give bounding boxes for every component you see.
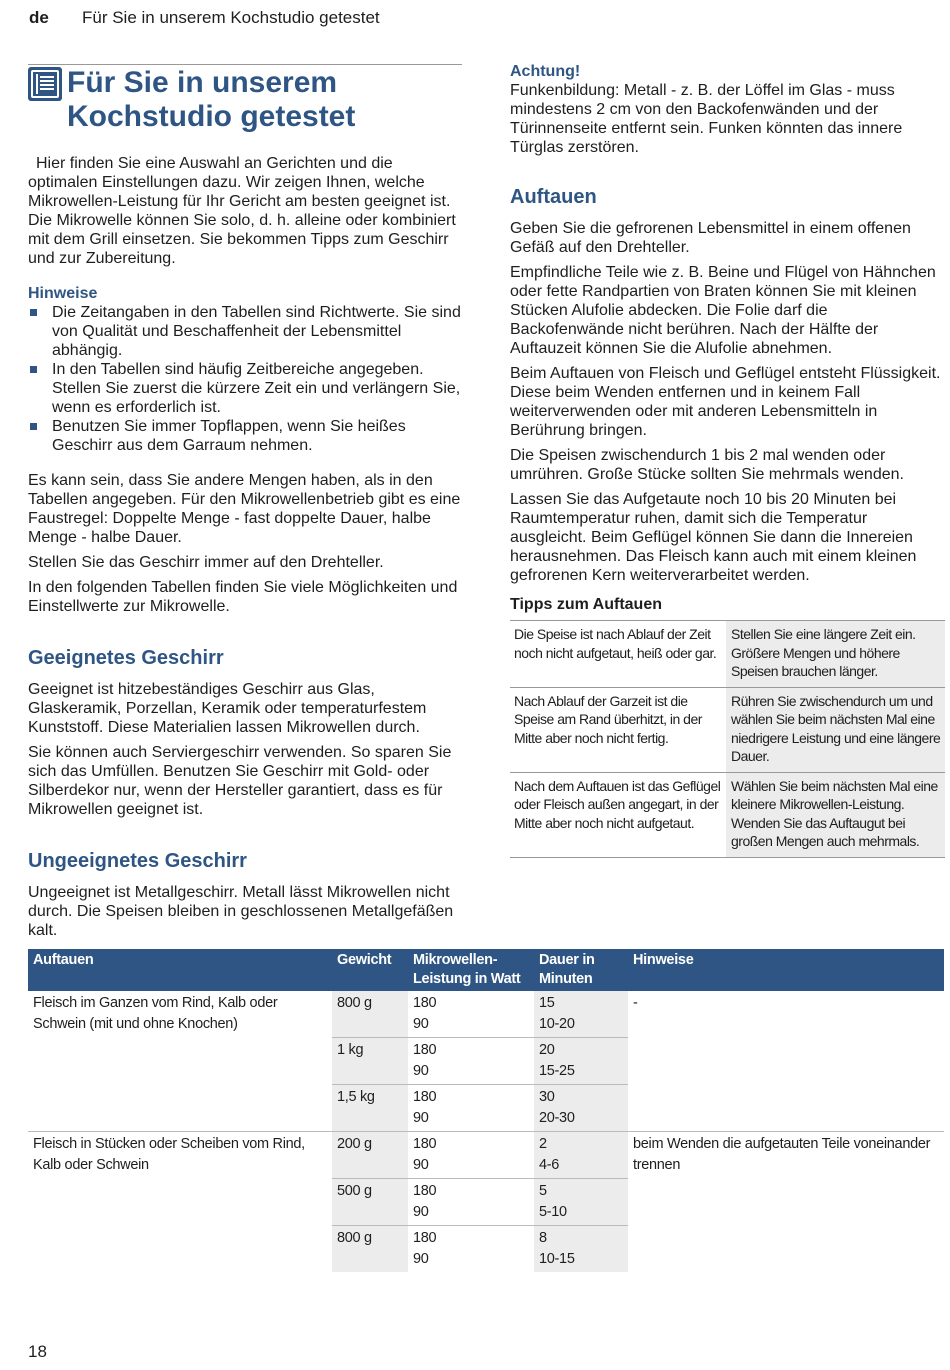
right-column [510, 62, 945, 858]
auftauen-paragraph-5: Lassen Sie das Aufgetaute noch 10 bis 20 Minuten bei Raumtemperatur ruhen, damit sich die Temperatur ausgleicht. Beim Geflügel können Sie dann die Innereien herausnehmen. Das Fleisch kann auch mit einem kleinen gefrorenen Kern weiterverarbeitet werden. [510, 491, 917, 584]
auftauen-paragraph-3: Beim Auftauen von Fleisch und Geflügel entsteht Flüssigkeit. Diese beim Wenden entfernen und in keinem Fall weiterverwenden oder mit anderen Lebensmitteln in Berührung bringen. [510, 365, 941, 439]
page-title-line-1: Für Sie in unserem [67, 66, 338, 99]
auftauen-paragraph-1: Geben Sie die gefrorenen Lebensmittel in einem offenen Gefäß auf den Drehteller. [510, 220, 911, 256]
food-cell: Fleisch im Ganzen vom Rind, Kalb oder Schwein (mit und ohne Knochen) [28, 991, 332, 1132]
auftauen-paragraph-2: Empfindliche Teile wie z. B. Beine und Flügel von Hähnchen oder fette Randpartien von Braten können Sie mit kleinen Stücken Alufolie abdecken. Die Folie darf die Backofenwände nicht berühren. Nach der Hälfte der Auftauzeit können Sie die Alufolie abnehmen. [510, 264, 936, 357]
auftauen-paragraph-4: Die Speisen zwischendurch 1 bis 2 mal wenden oder umrühren. Große Stücke sollten Sie mehrmals wenden. [510, 447, 904, 483]
left-column [28, 154, 462, 946]
bullet-square-icon [30, 366, 37, 373]
duration-cell: 20 15-25 [534, 1038, 628, 1085]
tips-solution: Stellen Sie eine längere Zeit ein. Größere Mengen und höhere Speisen brauchen länger. [726, 621, 945, 688]
hinweise-list [28, 303, 462, 455]
header-language: de [29, 8, 49, 27]
weight-cell: 1,5 kg [332, 1085, 408, 1132]
power-cell: 180 90 [408, 1179, 534, 1226]
header-title: Für Sie in unserem Kochstudio getestet [82, 8, 380, 27]
page-title [67, 66, 355, 134]
table-row [28, 991, 944, 1038]
duration-cell: 8 10-15 [534, 1226, 628, 1273]
power-cell: 180 90 [408, 1085, 534, 1132]
weight-cell: 200 g [332, 1132, 408, 1179]
quantity-paragraph: Es kann sein, dass Sie andere Mengen haben, als in den Tabellen angegeben. Für den Mikrowellenbetrieb gibt es eine Faustregel: Doppelte Menge - fast doppelte Dauer, halbe Menge - halbe Dauer. [28, 472, 461, 546]
bullet-square-icon [30, 423, 37, 430]
column-header-weight: Gewicht [332, 949, 408, 991]
title-divider [28, 64, 462, 65]
power-cell: 180 90 [413, 1230, 437, 1267]
column-header-food: Auftauen [28, 949, 332, 991]
ungeeignet-heading: Ungeeignetes Geschirr [28, 850, 247, 872]
turntable-paragraph: Stellen Sie das Geschirr immer auf den Drehteller. [28, 554, 384, 571]
duration-cell: 15 10-20 [534, 991, 628, 1038]
column-header-duration: Dauer in Minuten [534, 949, 628, 991]
tables-paragraph: In den folgenden Tabellen finden Sie viele Möglichkeiten und Einstellwerte zur Mikrowelle. [28, 579, 458, 615]
column-header-notes: Hinweise [628, 949, 944, 991]
food-cell: Fleisch in Stücken oder Scheiben vom Rind, Kalb oder Schwein [33, 1136, 305, 1173]
defrost-table [28, 949, 944, 1272]
duration-cell: 5 5-10 [534, 1179, 628, 1226]
intro-paragraph: Hier finden Sie eine Auswahl an Gerichten und die optimalen Einstellungen dazu. Wir zeigen Ihnen, welche Mikrowellen-Leistung für Ihr Gericht am besten geeignet ist. Die Mikrowelle können Sie solo, d. h. alleine oder kombiniert mit dem Grill einsetzen. Sie bekommen Tipps zum Geschirr und zur Zubereitung. [28, 155, 456, 267]
weight-cell: 800 g [332, 1226, 408, 1273]
duration-cell: 30 20-30 [534, 1085, 628, 1132]
table-row [28, 1132, 944, 1179]
notes-cell: - [628, 991, 944, 1132]
power-cell: 180 90 [408, 1132, 534, 1179]
weight-cell: 1 kg [332, 1038, 408, 1085]
table-header-row [28, 949, 944, 991]
weight-cell: 800 g [332, 991, 408, 1038]
geeignet-heading: Geeignetes Geschirr [28, 647, 224, 669]
duration-cell: 2 4-6 [534, 1132, 628, 1179]
tips-table [510, 620, 945, 858]
tips-problem: Nach dem Auftauen ist das Geflügel oder Fleisch außen angegart, in der Mitte aber noch nicht aufgetaut. [510, 772, 726, 857]
achtung-paragraph: Funkenbildung: Metall - z. B. der Löffel im Glas - muss mindestens 2 cm von den Backofenwänden und der Türinnenseite entfernt sein. Funken könnten das innere Türglas zerstören. [510, 82, 903, 156]
list-item: Benutzen Sie immer Topflappen, wenn Sie heißes Geschirr aus dem Garraum nehmen. [28, 417, 462, 455]
auftauen-heading: Auftauen [510, 186, 597, 208]
ungeeignet-paragraph: Ungeeignet ist Metallgeschirr. Metall lässt Mikrowellen nicht durch. Die Speisen bleiben in geschlossenen Metallgefäßen kalt. [28, 884, 454, 939]
page-number: 18 [28, 1342, 47, 1361]
geeignet-paragraph-1: Geeignet ist hitzebeständiges Geschirr aus Glas, Glaskeramik, Porzellan, Keramik oder temperaturfestem Kunststoff. Diese Materialien lassen Mikrowellen durch. [28, 681, 427, 736]
achtung-heading: Achtung! [510, 63, 581, 80]
column-header-power: Mikrowellen-Leistung in Watt [408, 949, 534, 991]
notes-cell: beim Wenden die aufgetauten Teile voneinander trennen [633, 1136, 931, 1173]
hinweise-heading: Hinweise [28, 285, 98, 302]
tips-problem: Die Speise ist nach Ablauf der Zeit noch nicht aufgetaut, heiß oder gar. [510, 621, 726, 688]
tips-solution: Rühren Sie zwischendurch um und wählen Sie beim nächsten Mal eine niedrigere Leistung und eine längere Dauer. [726, 687, 945, 772]
tips-solution: Wählen Sie beim nächsten Mal eine kleinere Mikrowellen-Leistung. Wenden Sie das Auftaugut bei großen Mengen auch mehrmals. [726, 772, 945, 857]
page-title-line-2: Kochstudio getestet [67, 100, 356, 133]
bullet-square-icon [30, 309, 37, 316]
book-icon [28, 67, 62, 101]
table-row [510, 687, 945, 772]
table-row [510, 621, 945, 688]
list-item: In den Tabellen sind häufig Zeitbereiche angegeben. Stellen Sie zuerst die kürzere Zeit ein und verlängern Sie, wenn es erforderlich ist. [28, 360, 462, 417]
power-cell: 180 90 [408, 1038, 534, 1085]
list-item: Die Zeitangaben in den Tabellen sind Richtwerte. Sie sind von Qualität und Beschaffenheit der Lebensmittel abhängig. [28, 303, 462, 360]
tips-heading: Tipps zum Auftauen [510, 596, 662, 613]
weight-cell: 500 g [332, 1179, 408, 1226]
power-cell: 180 90 [408, 991, 534, 1038]
geeignet-paragraph-2: Sie können auch Serviergeschirr verwenden. So sparen Sie sich das Umfüllen. Benutzen Sie Geschirr mit Gold- oder Silberdekor nur, wenn der Hersteller garantiert, dass es für Mikrowellen geeignet ist. [28, 744, 452, 818]
tips-problem: Nach Ablauf der Garzeit ist die Speise am Rand überhitzt, in der Mitte aber noch nicht fertig. [510, 687, 726, 772]
table-row [510, 772, 945, 857]
